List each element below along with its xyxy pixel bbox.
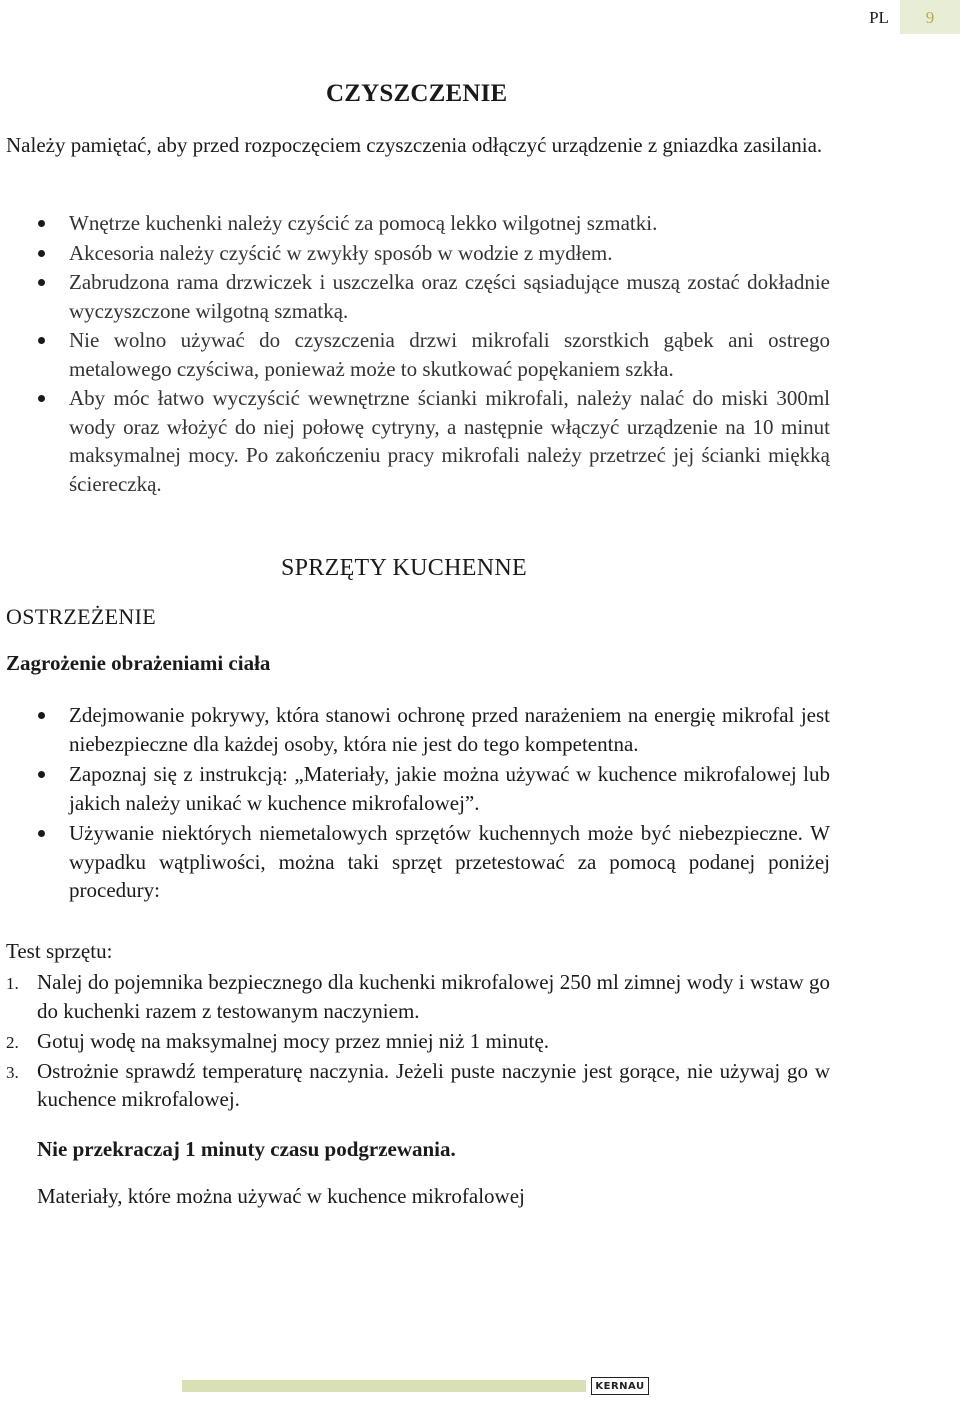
list-item-text: Akcesoria należy czyścić w zwykły sposób w wodzie z mydłem.	[69, 240, 613, 265]
language-label: PL	[869, 8, 889, 27]
step-text: Nalej do pojemnika bezpiecznego dla kuchenki mikrofalowej 250 ml zimnej wody i wstaw go do kuchenki razem z testowanym naczyniem.	[37, 970, 830, 1023]
list-item-text: Zdejmowanie pokrywy, która stanowi ochronę przed narażeniem na energię mikrofal jest niebezpieczne dla każdej osoby, która nie jest do tego kompetentna.	[69, 703, 830, 756]
step-number: 3.	[6, 1062, 19, 1082]
warning-subheading: Zagrożenie obrażeniami ciała	[6, 651, 271, 675]
bullet-icon	[38, 250, 45, 257]
bullet-icon	[38, 220, 45, 227]
bullet-icon	[38, 279, 45, 286]
list-item	[6, 268, 830, 325]
list-item-text: Zapoznaj się z instrukcją: „Materiały, jakie można używać w kuchence mikrofalowej lub jakich należy unikać w kuchence mikrofalowej”.	[69, 762, 830, 815]
bullet-icon	[38, 830, 45, 837]
list-item	[6, 326, 830, 383]
list-item	[6, 819, 830, 905]
list-item-text: Aby móc łatwo wyczyścić wewnętrzne ścianki mikrofali, należy nalać do miski 300ml wody oraz włożyć do niej połowę cytryny, a następnie włączyć urządzenie na 10 minut maksymalnej mocy. Po zakończeniu pracy mikrofali należy przetrzeć jej ścianki miękką ściereczką.	[69, 386, 830, 496]
bullet-icon	[38, 712, 45, 719]
warning-list	[6, 701, 830, 907]
page-number: 9	[900, 0, 960, 34]
list-item-text: Zabrudzona rama drzwiczek i uszczelka oraz części sąsiadujące muszą zostać dokładnie wyczyszczone wilgotną szmatką.	[69, 270, 830, 323]
step-number: 2.	[6, 1032, 19, 1052]
step-text: Ostrożnie sprawdź temperaturę naczynia. Jeżeli puste naczynie jest gorące, nie używaj go w kuchence mikrofalowej.	[37, 1058, 830, 1111]
step-item	[6, 1057, 830, 1114]
footer-bar	[182, 1380, 586, 1392]
bullet-icon	[38, 337, 45, 344]
page-header	[858, 0, 960, 34]
materials-heading: Materiały, które można używać w kuchence mikrofalowej	[37, 1184, 525, 1208]
cleaning-title: CZYSZCZENIE	[326, 80, 508, 107]
list-item-text: Nie wolno używać do czyszczenia drzwi mikrofali szorstkich gąbek ani ostrego metalowego czyściwa, ponieważ może to skutkować popękaniem szkła.	[69, 328, 830, 381]
no-exceed-warning: Nie przekraczaj 1 minuty czasu podgrzewania.	[37, 1137, 456, 1161]
kitchen-title: SPRZĘTY KUCHENNE	[281, 555, 527, 581]
step-item	[6, 1027, 830, 1056]
list-item	[6, 209, 830, 238]
list-item-text: Wnętrze kuchenki należy czyścić za pomocą lekko wilgotnej szmatki.	[69, 211, 658, 235]
list-item	[6, 701, 830, 758]
list-item-text: Używanie niektórych niemetalowych sprzętów kuchennych może być niebezpieczne. W wypadku wątpliwości, można taki sprzęt przetestować za pomocą podanej poniżej procedury:	[69, 821, 830, 902]
warning-label: OSTRZEŻENIE	[6, 604, 156, 629]
brand-logo: KERNAU	[591, 1377, 649, 1395]
step-text: Gotuj wodę na maksymalnej mocy przez mniej niż 1 minutę.	[37, 1028, 550, 1053]
list-item	[6, 384, 830, 498]
step-number: 1.	[6, 974, 19, 993]
bullet-icon	[38, 395, 45, 402]
step-item	[6, 968, 830, 1025]
test-steps	[6, 968, 830, 1115]
list-item	[6, 760, 830, 817]
list-item	[6, 239, 830, 268]
test-label: Test sprzętu:	[6, 939, 113, 963]
cleaning-list	[6, 209, 830, 499]
cleaning-intro: Należy pamiętać, aby przed rozpoczęciem czyszczenia odłączyć urządzenie z gniazdka zasilania.	[6, 133, 823, 157]
bullet-icon	[38, 771, 45, 778]
